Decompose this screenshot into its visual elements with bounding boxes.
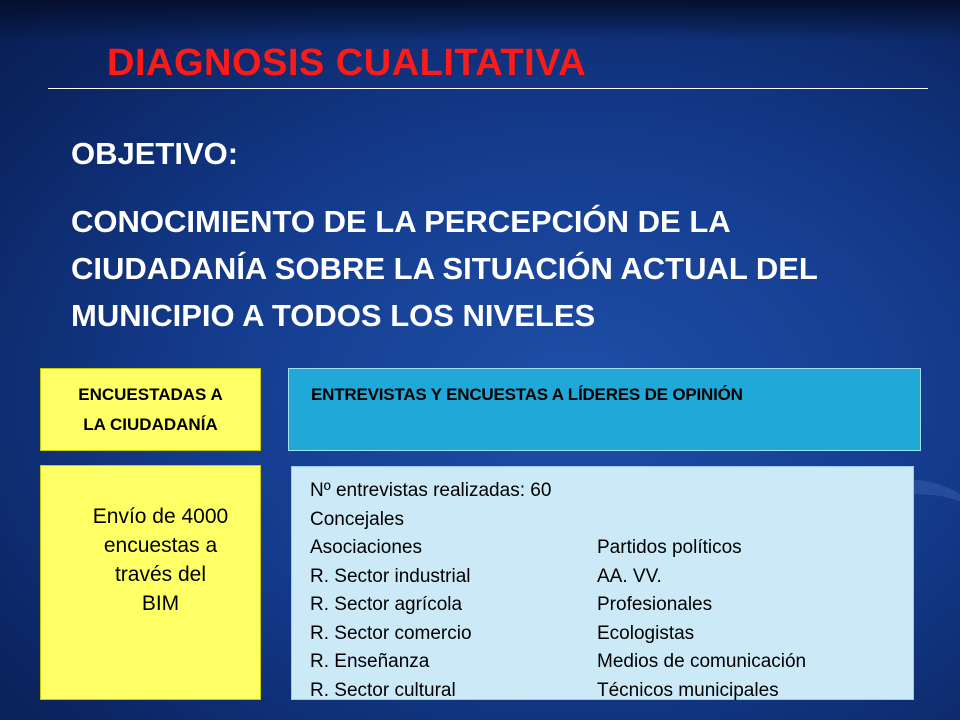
list-item-right: Profesionales — [597, 594, 713, 615]
citizen-survey-heading-box — [40, 368, 261, 451]
list-item-right: AA. VV. — [597, 565, 662, 587]
objective-text: CONOCIMIENTO DE LA PERCEPCIÓN DE LA CIUDADANÍA SOBRE LA SITUACIÓN ACTUAL DEL MUNICIPIO A TODOS LOS NIVELES — [71, 204, 818, 333]
top-shade — [0, 0, 960, 40]
list-item-left: Nº entrevistas realizadas: 60 — [310, 480, 552, 501]
citizen-survey-body-line-1: Envío de 4000 — [92, 505, 229, 528]
list-row — [310, 534, 913, 563]
citizen-survey-heading-line-1: ENCUESTADAS A — [78, 384, 223, 404]
list-item-right: Técnicos municipales — [597, 679, 779, 701]
slide-title: DIAGNOSIS CUALITATIVA — [107, 42, 587, 84]
leader-interviews-list-box — [291, 466, 914, 700]
list-item-right: Medios de comunicación — [597, 651, 807, 672]
citizen-survey-body-box — [40, 465, 261, 700]
list-item-left: R. Enseñanza — [310, 651, 430, 672]
list-row — [310, 620, 913, 649]
citizen-survey-body-line-3: través del — [114, 563, 207, 586]
list-item-right: Partidos políticos — [597, 537, 742, 558]
list-row — [310, 648, 913, 677]
citizen-survey-body-line-4: BIM — [141, 592, 180, 615]
list-item-left: R. Sector agrícola — [310, 594, 463, 615]
list-row — [310, 591, 913, 620]
citizen-survey-heading-line-2: LA CIUDADANÍA — [83, 414, 218, 434]
list-row — [310, 477, 913, 506]
list-row — [310, 506, 913, 535]
objective-heading: OBJETIVO: — [71, 136, 239, 171]
leader-interviews-heading-box — [288, 368, 921, 451]
list-item-left: Asociaciones — [310, 537, 422, 558]
list-item-left: Concejales — [310, 508, 404, 530]
list-item-left: R. Sector cultural — [310, 679, 456, 701]
list-item-right: Ecologistas — [597, 622, 695, 644]
list-item-left: R. Sector comercio — [310, 622, 472, 644]
list-row — [310, 677, 913, 706]
leader-interviews-heading: ENTREVISTAS Y ENCUESTAS A LÍDERES DE OPINIÓN — [311, 385, 743, 404]
list-row — [310, 563, 913, 592]
citizen-survey-body-line-2: encuestas a — [103, 534, 218, 557]
title-divider — [48, 88, 928, 89]
list-item-left: R. Sector industrial — [310, 565, 471, 587]
